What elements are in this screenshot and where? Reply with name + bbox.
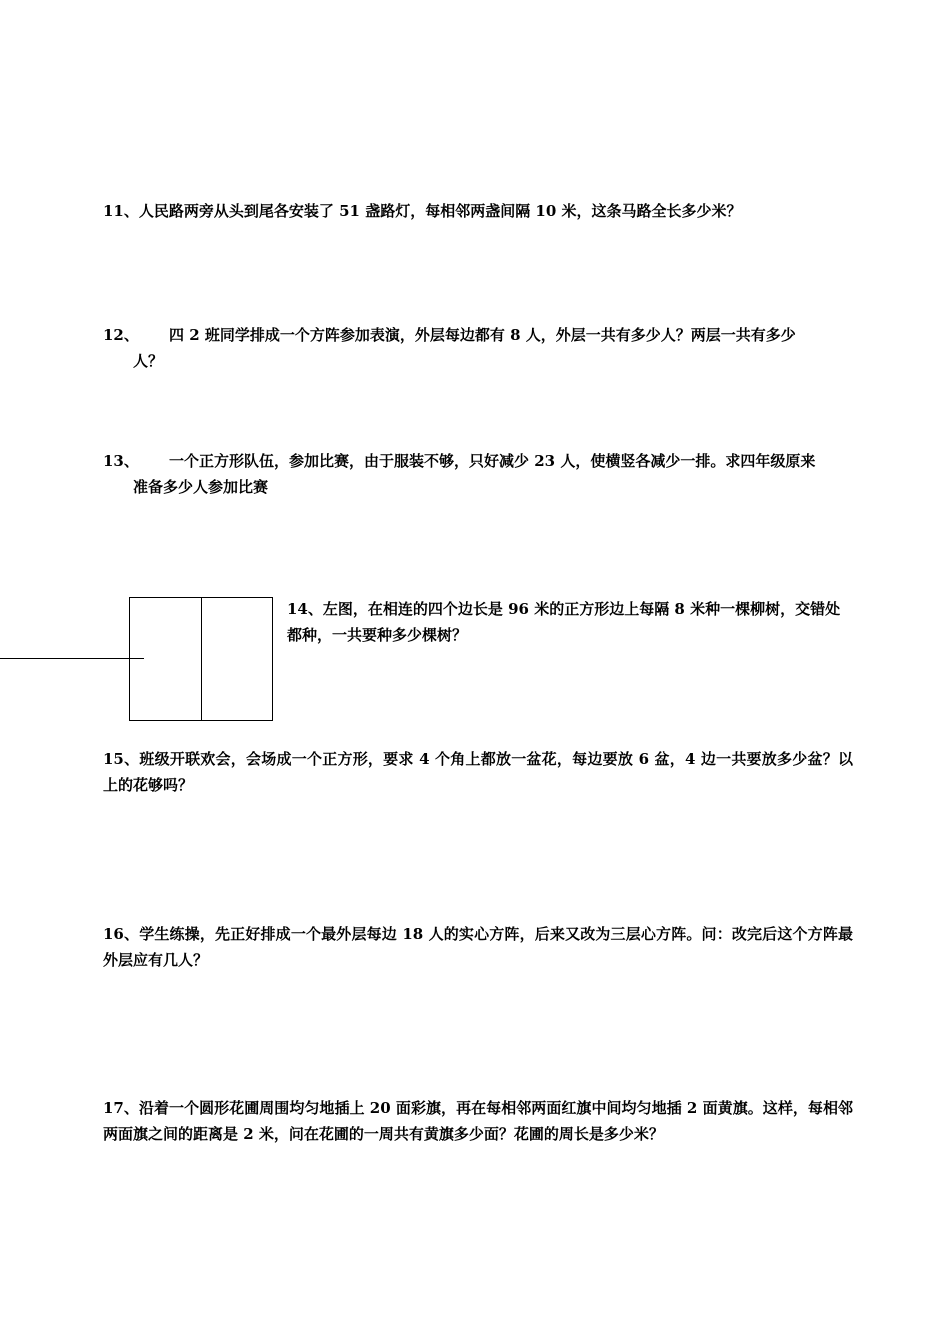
question-13-line-2: 准备多少人参加比赛	[133, 478, 269, 496]
question-17: 17、沿着一个圆形花圃周围均匀地插上 20 面彩旗，再在每相邻两面红旗中间均匀地插 2 面黄旗。这样，每相邻两面旗之间的距离是 2 米，问在花圃的一周共有黄旗多少面？花圃的周长是多少米？	[103, 1099, 853, 1143]
question-13-line-1: 一个正方形队伍，参加比赛，由于服装不够，只好减少 23 人，使横竖各减少一排。求四年级原来	[169, 452, 816, 470]
figure-divider-line	[201, 598, 202, 720]
question-12-number: 12、	[103, 326, 139, 344]
question-12-line-2: 人？	[133, 352, 164, 370]
squares-figure	[129, 597, 273, 721]
question-16: 16、学生练操，先正好排成一个最外层每边 18 人的实心方阵，后来又改为三层心方阵。问：改完后这个方阵最外层应有几人？	[103, 925, 853, 969]
question-14: 14、左图，在相连的四个边长是 96 米的正方形边上每隔 8 米种一棵柳树，交错处都种，一共要种多少棵树？	[287, 600, 841, 644]
figure-horizontal-line	[0, 658, 144, 659]
question-11-text: 人民路两旁从头到尾各安装了 51 盏路灯，每相邻两盏间隔 10 米，这条马路全长多少米？	[138, 202, 742, 220]
question-13-number: 13、	[103, 452, 139, 470]
question-11-number: 11、	[103, 202, 139, 220]
question-11	[103, 198, 853, 224]
question-15: 15、班级开联欢会，会场成一个正方形，要求 4 个角上都放一盆花，每边要放 6 盆，4 边一共要放多少盆？以上的花够吗？	[103, 750, 853, 794]
question-12	[103, 322, 853, 374]
question-13	[103, 448, 853, 500]
question-12-line-1: 四 2 班同学排成一个方阵参加表演，外层每边都有 8 人，外层一共有多少人？两层一共有多少	[169, 326, 796, 344]
